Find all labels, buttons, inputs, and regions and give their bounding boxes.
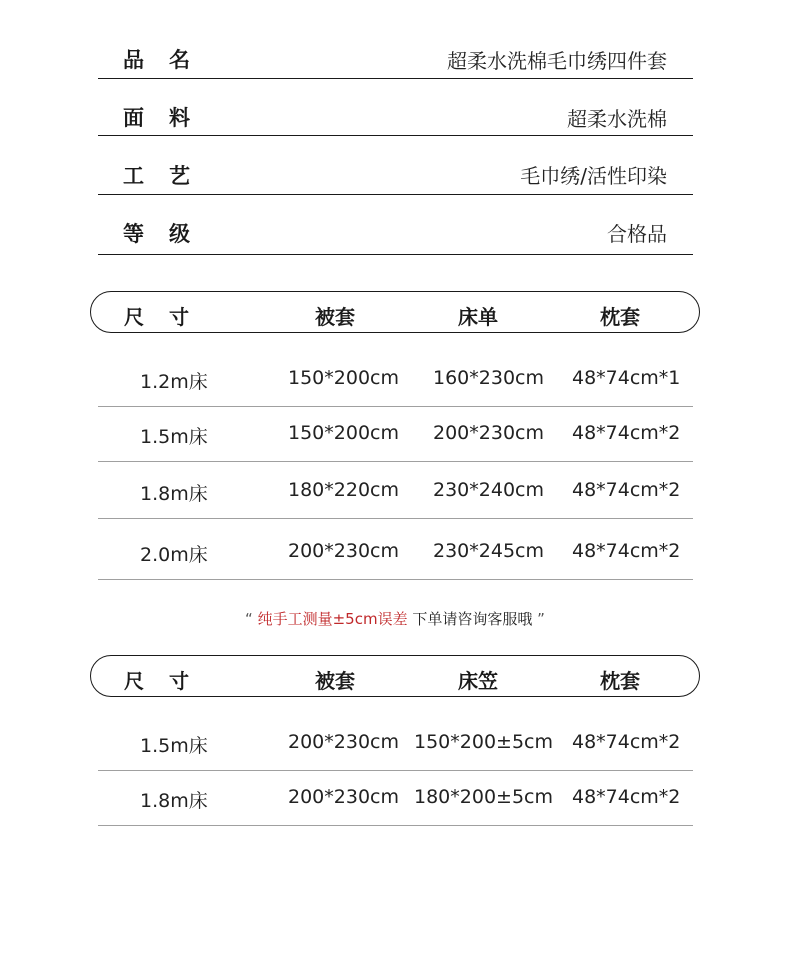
spec-row-name <box>98 38 693 79</box>
label-char: 等 <box>123 222 144 246</box>
cell-size: 1.8m床 <box>140 483 208 505</box>
size-table-2-header <box>90 655 700 697</box>
spec-value: 超柔水洗棉 <box>567 107 667 131</box>
cell-duvet: 200*230cm <box>288 540 399 562</box>
spec-value: 毛巾绣/活性印染 <box>520 164 667 188</box>
header-pillowcase: 枕套 <box>600 305 640 329</box>
header-duvet-cover: 被套 <box>315 305 355 329</box>
cell-duvet: 180*220cm <box>288 479 399 501</box>
label-char: 级 <box>169 222 190 246</box>
size-table-1-header <box>90 291 700 333</box>
cell-duvet: 150*200cm <box>288 367 399 389</box>
table-row <box>98 407 693 462</box>
label-char: 面 <box>123 106 144 130</box>
table-row <box>98 716 693 771</box>
header-size <box>124 301 189 330</box>
cell-sheet: 160*230cm <box>433 367 544 389</box>
label-char: 尺 <box>124 305 144 329</box>
label-char: 艺 <box>169 164 190 188</box>
spec-label <box>123 102 190 132</box>
cell-size: 2.0m床 <box>140 544 208 566</box>
cell-duvet: 150*200cm <box>288 422 399 444</box>
header-fitted-sheet: 床笠 <box>458 669 498 693</box>
cell-sheet: 200*230cm <box>433 422 544 444</box>
cell-pillow: 48*74cm*1 <box>572 367 681 389</box>
cell-pillow: 48*74cm*2 <box>572 731 681 753</box>
table-row <box>98 462 693 519</box>
label-char: 工 <box>123 164 144 188</box>
cell-size: 1.5m床 <box>140 426 208 448</box>
header-size <box>124 665 189 694</box>
label-char: 寸 <box>169 305 189 329</box>
cell-pillow: 48*74cm*2 <box>572 422 681 444</box>
header-bed-sheet: 床单 <box>458 305 498 329</box>
cell-duvet: 200*230cm <box>288 786 399 808</box>
spec-value: 合格品 <box>607 222 667 246</box>
cell-fitted: 150*200±5cm <box>414 731 553 753</box>
spec-row-fabric <box>98 95 693 136</box>
cell-pillow: 48*74cm*2 <box>572 786 681 808</box>
spec-label <box>123 160 190 190</box>
header-pillowcase: 枕套 <box>600 669 640 693</box>
label-char: 料 <box>169 106 190 130</box>
spec-row-craft <box>98 153 693 195</box>
close-quote: ” <box>537 610 545 628</box>
spec-label <box>123 44 190 74</box>
spec-row-grade <box>98 210 693 255</box>
open-quote: “ <box>245 610 253 628</box>
label-char: 名 <box>169 48 190 72</box>
table-row <box>98 352 693 407</box>
table-row <box>98 519 693 580</box>
cell-size: 1.8m床 <box>140 790 208 812</box>
cell-size: 1.2m床 <box>140 371 208 393</box>
spec-label <box>123 218 190 248</box>
label-char: 尺 <box>124 669 144 693</box>
header-duvet-cover: 被套 <box>315 669 355 693</box>
spec-value: 超柔水洗棉毛巾绣四件套 <box>447 49 667 73</box>
cell-sheet: 230*240cm <box>433 479 544 501</box>
cell-fitted: 180*200±5cm <box>414 786 553 808</box>
cell-pillow: 48*74cm*2 <box>572 540 681 562</box>
note-contact-text: 下单请咨询客服哦 <box>412 610 533 628</box>
note-warning-text: 纯手工测量±5cm误差 <box>257 610 408 628</box>
label-char: 品 <box>123 48 144 72</box>
cell-pillow: 48*74cm*2 <box>572 479 681 501</box>
label-char: 寸 <box>169 669 189 693</box>
cell-size: 1.5m床 <box>140 735 208 757</box>
table-row <box>98 771 693 826</box>
measurement-note <box>0 608 790 629</box>
cell-sheet: 230*245cm <box>433 540 544 562</box>
cell-duvet: 200*230cm <box>288 731 399 753</box>
